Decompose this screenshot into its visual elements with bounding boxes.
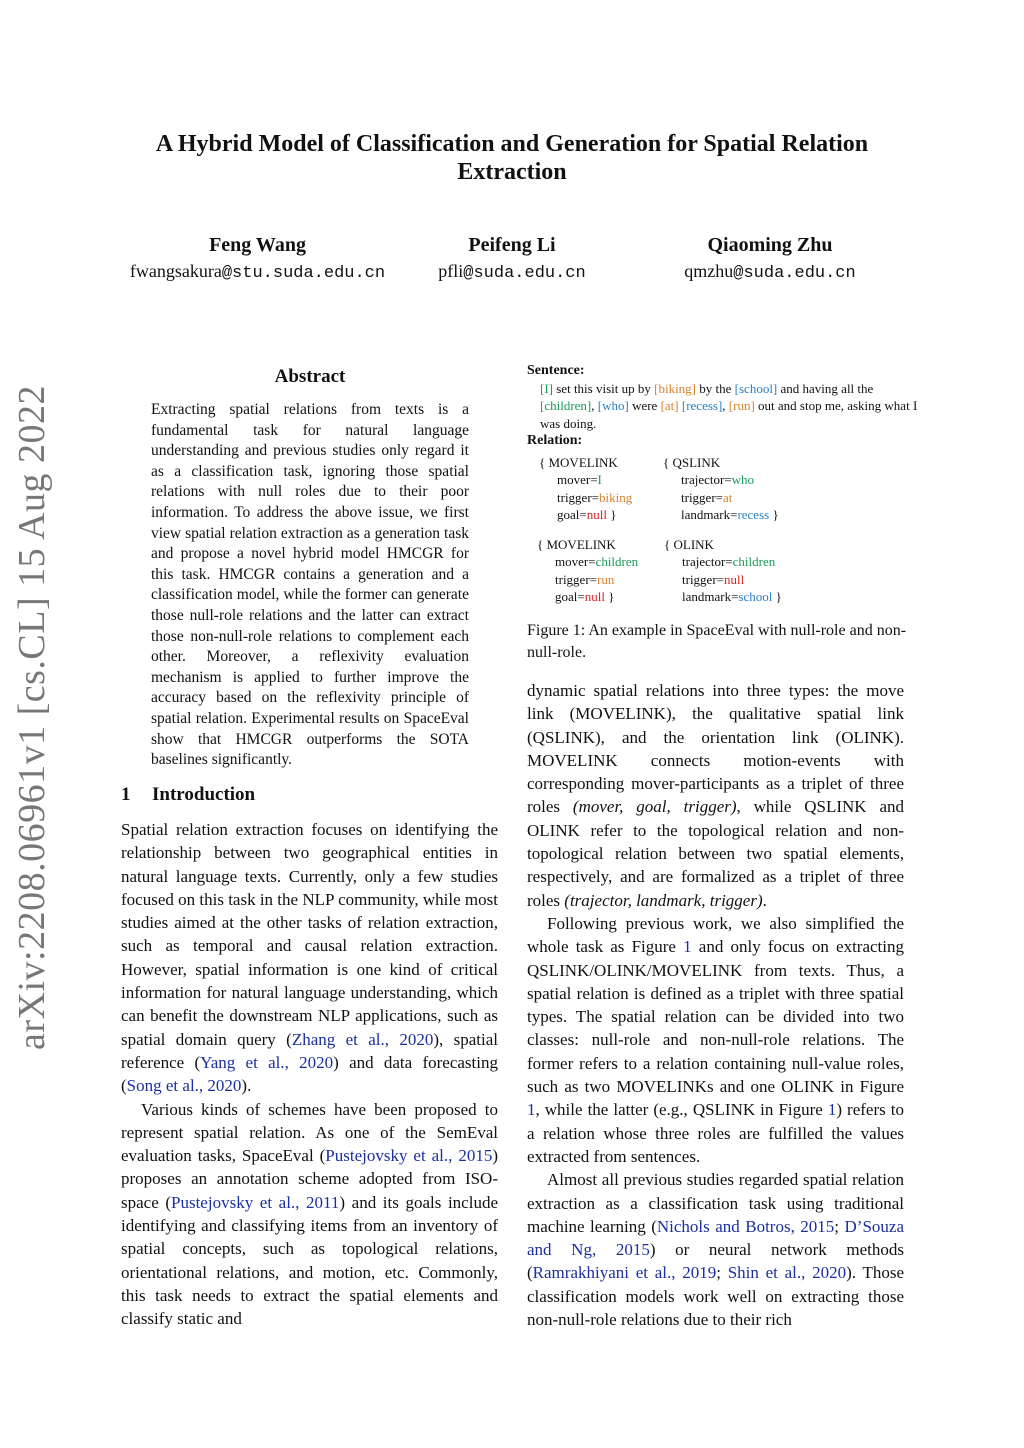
relation-label: Relation:	[527, 433, 583, 448]
relation-role	[663, 506, 779, 524]
role-key: mover=	[557, 472, 598, 487]
text-run: ). Those classification models work well on extracting those non-null-role relations due to their rich	[527, 1263, 904, 1330]
email-domain: @suda.edu.cn	[733, 264, 856, 283]
paragraph	[121, 818, 498, 1098]
author-3	[660, 232, 880, 287]
author-1	[100, 232, 415, 287]
role-value: recess	[737, 507, 770, 522]
citation-link[interactable]: Yang et al., 2020	[200, 1052, 334, 1072]
title-line-2: Extraction	[457, 159, 567, 185]
role-value: I	[597, 472, 602, 487]
text-run: and only focus on extracting QSLINK/OLINK/MOVELINK from texts. Thus, a spatial relation is defined as a triplet with three spatial types. The spatial relation can be divided into two classes: null-role and non-null-role relations. The former refers to a relation containing null-value roles, such as two MOVELINKs and one OLINK in Figure	[527, 937, 904, 1097]
role-key: mover=	[555, 554, 596, 569]
relation-grid	[527, 454, 927, 634]
figure-ref-link[interactable]: 1	[683, 937, 692, 957]
email-domain: @suda.edu.cn	[463, 264, 586, 283]
text-run: ) and its goals include identifying and classifying items from an inventory of spatial concepts, such as topological relations, orientational relations, and motion, etc. Commonly, this task needs to extract the spatial elements and classify static and	[121, 1192, 498, 1329]
figure-ref-link[interactable]: 1	[527, 1100, 536, 1120]
citation-link[interactable]: Shin et al., 2020	[727, 1263, 847, 1283]
text-run: ) and data forecasting (	[121, 1052, 498, 1096]
author-name: Peifeng Li	[468, 234, 556, 256]
relation-type: { MOVELINK	[537, 536, 616, 552]
token-trajector: [who]	[597, 398, 629, 413]
role-value: null	[586, 507, 607, 522]
text-run: ).	[241, 1076, 252, 1096]
author-name: Qiaoming Zhu	[707, 234, 833, 256]
intro-right-column	[527, 679, 904, 1331]
token-landmark: [recess]	[681, 398, 723, 413]
section-title: Introduction	[152, 784, 256, 805]
author-email	[660, 258, 880, 287]
citation-link[interactable]: Song et al., 2020	[126, 1076, 242, 1096]
text-run: by the	[696, 380, 735, 396]
token-mover: [children]	[540, 398, 592, 413]
intro-left-column	[121, 818, 498, 1331]
role-value: children	[732, 554, 776, 569]
text-run: ,	[591, 398, 598, 413]
role-value: run	[596, 571, 615, 587]
relation-role	[537, 588, 638, 606]
relation-role	[539, 489, 632, 507]
section-number: 1	[121, 784, 131, 805]
role-value: who	[731, 472, 755, 487]
paper-title	[0, 130, 1024, 186]
email-user: pfli	[438, 261, 464, 281]
relation-role	[537, 553, 638, 571]
citation-link[interactable]: Pustejovsky et al., 2011	[171, 1192, 340, 1212]
closing-brace: }	[606, 507, 617, 522]
closing-brace: }	[772, 589, 782, 604]
relation-type: { QSLINK	[663, 454, 721, 470]
email-domain: @stu.suda.edu.cn	[221, 264, 386, 283]
relation-role	[664, 553, 782, 571]
relation-role	[664, 588, 782, 606]
text-run: ), spatial reference (	[121, 1029, 499, 1072]
closing-brace: }	[604, 589, 615, 604]
email-user: fwangsakura	[129, 261, 222, 281]
text-run: ) or neural network methods (	[527, 1240, 904, 1283]
role-value: null	[723, 571, 745, 587]
token-trigger: [at]	[660, 398, 679, 413]
token-landmark: [school]	[734, 380, 778, 396]
relation-role	[537, 571, 638, 589]
arxiv-identifier: arXiv:2208.06961v1 [cs.CL] 15 Aug 2022	[11, 385, 53, 1050]
role-key: goal=	[557, 507, 587, 522]
text-run: ,	[722, 398, 729, 413]
role-key: trigger=	[682, 571, 724, 587]
citation-link[interactable]: Zhang et al., 2020	[291, 1029, 434, 1049]
token-trigger: [run]	[728, 398, 755, 413]
relation-role	[663, 489, 779, 507]
token-trigger: [biking]	[654, 380, 697, 396]
paragraph	[527, 679, 904, 912]
text-run: ) proposes an annotation scheme adopted from ISO-space (	[121, 1146, 498, 1212]
citation-link[interactable]: Ramrakhiyani et al., 2019	[532, 1263, 717, 1283]
relation-block	[663, 454, 779, 524]
text-run: ;	[834, 1216, 845, 1236]
text-run: Spatial relation extraction focuses on identifying the relationship between two geographical entities in natural language texts. Currently, only a few studies focused on this task in the NLP community, while most studies aimed at the other tasks of relation extraction, such as temporal and causal relation extraction. However, spatial information is one kind of critical information for natural language understanding, which can benefit the downstream NLP applications, such as spatial domain query (	[121, 820, 498, 1049]
role-triplet: (trajector, landmark, trigger)	[564, 890, 763, 910]
role-key: trigger=	[681, 489, 723, 505]
text-run: .	[762, 890, 767, 910]
text-run: set this visit up by	[553, 380, 655, 396]
figure-sentence	[527, 380, 928, 433]
title-line-1: A Hybrid Model of Classification and Generation for Spatial Relation	[155, 131, 869, 157]
role-triplet: (mover, goal, trigger)	[572, 797, 737, 817]
sentence-label: Sentence:	[527, 363, 585, 378]
text-run: dynamic spatial relations into three types: the move link (MOVELINK), the qualitative spatial link (QSLINK), and the orientation link (OLINK). MOVELINK connects motion-events with corresponding mover-participants as a triplet of three roles	[527, 681, 904, 817]
relation-type: { OLINK	[664, 536, 714, 552]
role-value: at	[722, 489, 733, 505]
relation-role	[539, 471, 632, 489]
citation-link[interactable]: Nichols and Botros, 2015	[656, 1216, 835, 1236]
token-mover: [I]	[540, 380, 553, 396]
figure-1	[527, 362, 927, 634]
text-run: , while QSLINK and OLINK refer to the topological relation and non-topological relation between two spatial elements, respectively, and are formalized as a triplet of three roles	[527, 797, 904, 910]
relation-type: { MOVELINK	[539, 454, 618, 470]
text-run: Various kinds of schemes have been proposed to represent spatial relation. As one of the SemEval evaluation tasks, SpaceEval (	[121, 1099, 498, 1166]
figure-caption: Figure 1: An example in SpaceEval with null-role and non-null-role.	[527, 622, 907, 661]
email-user: qmzhu	[684, 261, 734, 281]
role-value: children	[595, 554, 639, 569]
text-run: ;	[716, 1263, 728, 1283]
author-name: Feng Wang	[209, 234, 306, 256]
relation-block	[539, 454, 632, 524]
author-email	[412, 258, 612, 287]
role-key: trigger=	[557, 489, 599, 505]
text-run: out and stop me, asking what I was doing.	[540, 398, 918, 431]
text-run: , while the latter (e.g., QSLINK in Figure	[535, 1100, 828, 1120]
citation-link[interactable]: D’Souza and Ng, 2015	[527, 1216, 904, 1260]
role-key: trajector=	[682, 554, 733, 569]
role-key: landmark=	[682, 589, 739, 604]
role-value: null	[584, 589, 605, 604]
abstract-heading: Abstract	[274, 366, 346, 387]
relation-role	[664, 571, 782, 589]
role-key: goal=	[555, 589, 585, 604]
role-key: landmark=	[681, 507, 738, 522]
text-run: and having all the	[777, 380, 874, 396]
role-value: biking	[598, 489, 633, 505]
paragraph	[121, 1098, 498, 1331]
relation-role	[663, 471, 779, 489]
abstract-text: Extracting spatial relations from texts is a fundamental task for natural language understanding and previous studies only regard it as a classification task, ignoring those spatial relations with null roles due to their poor information. To address the above issue, we first view spatial relation extraction as a generation task and propose a novel hybrid model HMCGR for this task. HMCGR contains a generation and a classification model, while the former can generate those null-role relations and the latter can extract those non-null-role relations to complement each other. Moreover, a reflexivity evaluation mechanism is applied to further improve the accuracy based on the reflexivity principle of spatial relation. Experimental results on SpaceEval show that HMCGR outperforms the SOTA baselines significantly.	[151, 401, 469, 769]
role-key: trigger=	[555, 571, 597, 587]
text-run: Following previous work, we also simplified the whole task as Figure	[527, 913, 904, 957]
text-run: ) refers to a relation whose three roles are fulfilled the values extracted from sentences.	[527, 1100, 904, 1166]
role-value: school	[738, 589, 773, 604]
author-2	[412, 232, 612, 287]
text-run: were	[628, 398, 661, 413]
citation-link[interactable]: Pustejovsky et al., 2015	[325, 1146, 493, 1166]
figure-ref-link[interactable]: 1	[827, 1100, 837, 1120]
relation-block	[537, 536, 638, 606]
role-key: trajector=	[681, 472, 732, 487]
section-heading	[121, 784, 255, 806]
paragraph	[527, 1168, 904, 1331]
closing-brace: }	[769, 507, 779, 522]
paragraph	[527, 912, 904, 1168]
relation-block	[664, 536, 782, 606]
relation-role	[539, 506, 632, 524]
author-email	[100, 258, 415, 287]
text-run: Almost all previous studies regarded spatial relation extraction as a classification task using traditional machine learning (	[527, 1170, 904, 1236]
